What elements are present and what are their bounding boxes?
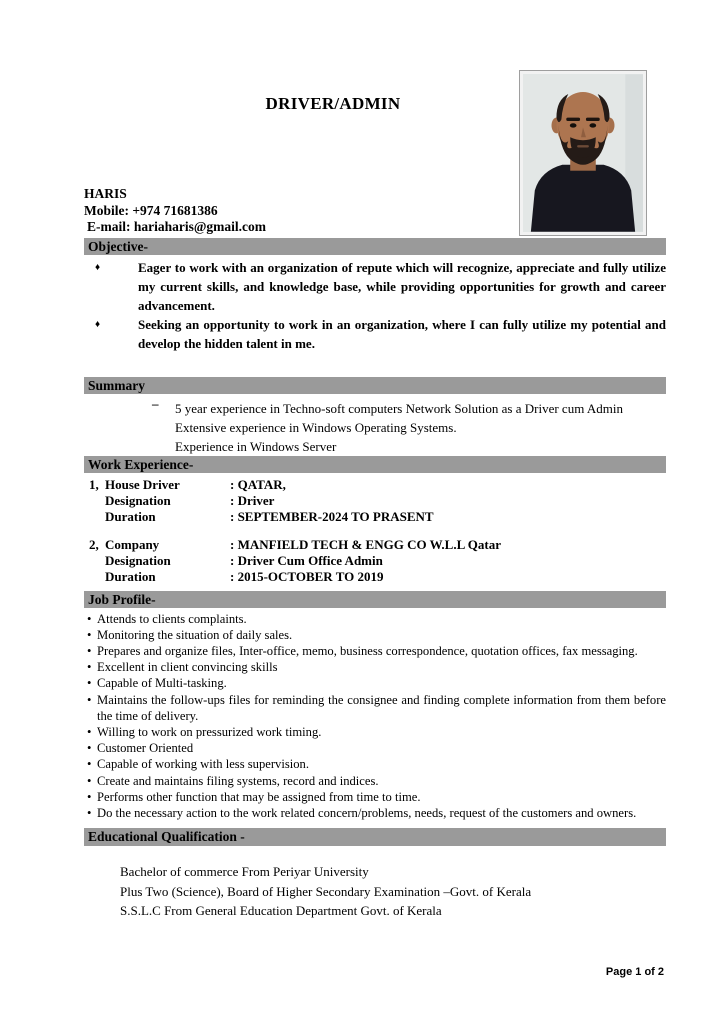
job-profile-list (84, 611, 666, 822)
job-profile-item (84, 692, 666, 724)
dot-bullet-icon: • (87, 660, 92, 675)
education-item: S.S.L.C From General Education Department Govt. of Kerala (120, 903, 442, 919)
section-summary-heading: Summary (84, 377, 666, 394)
job-profile-item-text: Do the necessary action to the work related concern/problems, needs, request of the customers and owners. (97, 805, 637, 820)
work-row-value: : SEPTEMBER-2024 TO PRASENT (230, 508, 434, 524)
dot-bullet-icon: • (87, 627, 92, 642)
work-row-value: : MANFIELD TECH & ENGG CO W.L.L Qatar (230, 536, 501, 552)
job-profile-item (84, 659, 666, 675)
diamond-bullet-icon: ♦ (95, 318, 101, 330)
resume-content (84, 0, 666, 921)
work-row-value: : Driver (230, 492, 275, 508)
job-profile-item (84, 627, 666, 643)
education-item: Bachelor of commerce From Periyar University (120, 864, 369, 880)
page-number: Page 1 of 2 (605, 966, 664, 978)
work-row-value: : 2015-OCTOBER TO 2019 (230, 568, 384, 584)
job-profile-item (84, 756, 666, 772)
work-entry-number: 1, (89, 476, 99, 492)
job-profile-item-text: Create and maintains filing systems, record and indices. (97, 773, 379, 788)
job-profile-item-text: Performs other function that may be assigned from time to time. (97, 789, 421, 804)
objective-item (84, 315, 666, 353)
education-list (84, 862, 666, 921)
work-row (84, 509, 666, 525)
job-profile-item-text: Capable of Multi-tasking. (97, 676, 227, 691)
dot-bullet-icon: • (87, 676, 92, 691)
dot-bullet-icon: • (87, 724, 92, 739)
job-profile-item-text: Willing to work on pressurized work timing. (97, 724, 322, 739)
work-row-label: Designation (105, 492, 171, 508)
job-profile-item (84, 643, 666, 659)
section-objective-heading: Objective- (84, 238, 666, 255)
objective-item-text: Eager to work with an organization of repute which will recognize, appreciate and fully utilize my current skills, and knowledge base, while providing opportunities for growth and career advancement. (138, 259, 666, 313)
contact-block (84, 186, 666, 236)
section-job-profile-heading: Job Profile- (84, 591, 666, 608)
work-row-value: : Driver Cum Office Admin (230, 552, 383, 568)
objective-item-text: Seeking an opportunity to work in an organization, where I can fully utilize my potential and develop the hidden talent in me. (138, 316, 666, 351)
job-profile-item (84, 675, 666, 691)
page-title: DRIVER/ADMIN (265, 94, 401, 113)
job-profile-item-text: Monitoring the situation of daily sales. (97, 627, 293, 642)
job-profile-item-text: Customer Oriented (97, 741, 194, 756)
work-entry (84, 477, 666, 525)
work-row (84, 477, 666, 493)
summary-item (84, 418, 666, 437)
work-row-label: Duration (105, 508, 156, 524)
work-row-label: Designation (105, 552, 171, 568)
dot-bullet-icon: • (87, 757, 92, 772)
work-row (84, 493, 666, 509)
work-row-label: Company (105, 536, 160, 552)
dot-bullet-icon: • (87, 643, 92, 658)
work-row (84, 537, 666, 553)
job-profile-item-text: Maintains the follow-ups files for reminding the consignee and finding complete information from them before the time of delivery. (97, 692, 666, 723)
dash-bullet-icon: – (152, 395, 159, 411)
work-row (84, 553, 666, 569)
contact-name: HARIS (84, 186, 127, 201)
summary-item-text: Experience in Windows Server (175, 438, 337, 454)
dot-bullet-icon: • (87, 611, 92, 626)
work-experience-list (84, 477, 666, 585)
diamond-bullet-icon: ♦ (95, 261, 101, 273)
job-profile-item-text: Capable of working with less supervision. (97, 757, 309, 772)
dot-bullet-icon: • (87, 692, 92, 707)
section-education-heading: Educational Qualification - (84, 828, 666, 846)
education-item: Plus Two (Science), Board of Higher Secondary Examination –Govt. of Kerala (120, 883, 532, 899)
summary-item-text: 5 year experience in Techno-soft computers Network Solution as a Driver cum Admin (175, 400, 623, 416)
job-profile-item (84, 805, 666, 821)
dot-bullet-icon: • (87, 773, 92, 788)
summary-item (84, 437, 666, 456)
work-row-label: House Driver (105, 476, 180, 492)
dot-bullet-icon: • (87, 805, 92, 820)
work-row-label: Duration (105, 568, 156, 584)
work-entry-number: 2, (89, 536, 99, 552)
summary-item (84, 395, 666, 418)
job-profile-item (84, 740, 666, 756)
summary-item-text: Extensive experience in Windows Operating Systems. (175, 419, 457, 435)
objective-item (84, 258, 666, 315)
job-profile-item (84, 789, 666, 805)
contact-email: E-mail: hariaharis@gmail.com (87, 219, 267, 234)
job-profile-item-text: Attends to clients complaints. (97, 611, 247, 626)
work-row (84, 569, 666, 585)
job-profile-item (84, 724, 666, 740)
section-work-heading: Work Experience- (84, 456, 666, 473)
dot-bullet-icon: • (87, 789, 92, 804)
contact-mobile: Mobile: +974 71681386 (84, 202, 218, 218)
dot-bullet-icon: • (87, 741, 92, 756)
job-profile-item (84, 611, 666, 627)
work-entry (84, 537, 666, 585)
job-profile-item-text: Excellent in client convincing skills (97, 660, 278, 675)
summary-list (84, 395, 666, 456)
objective-list (84, 258, 666, 353)
job-profile-item (84, 773, 666, 789)
work-row-value: : QATAR, (230, 476, 286, 492)
job-profile-item-text: Prepares and organize files, Inter-office, memo, business correspondence, quotation offices, fax messaging. (97, 643, 638, 658)
